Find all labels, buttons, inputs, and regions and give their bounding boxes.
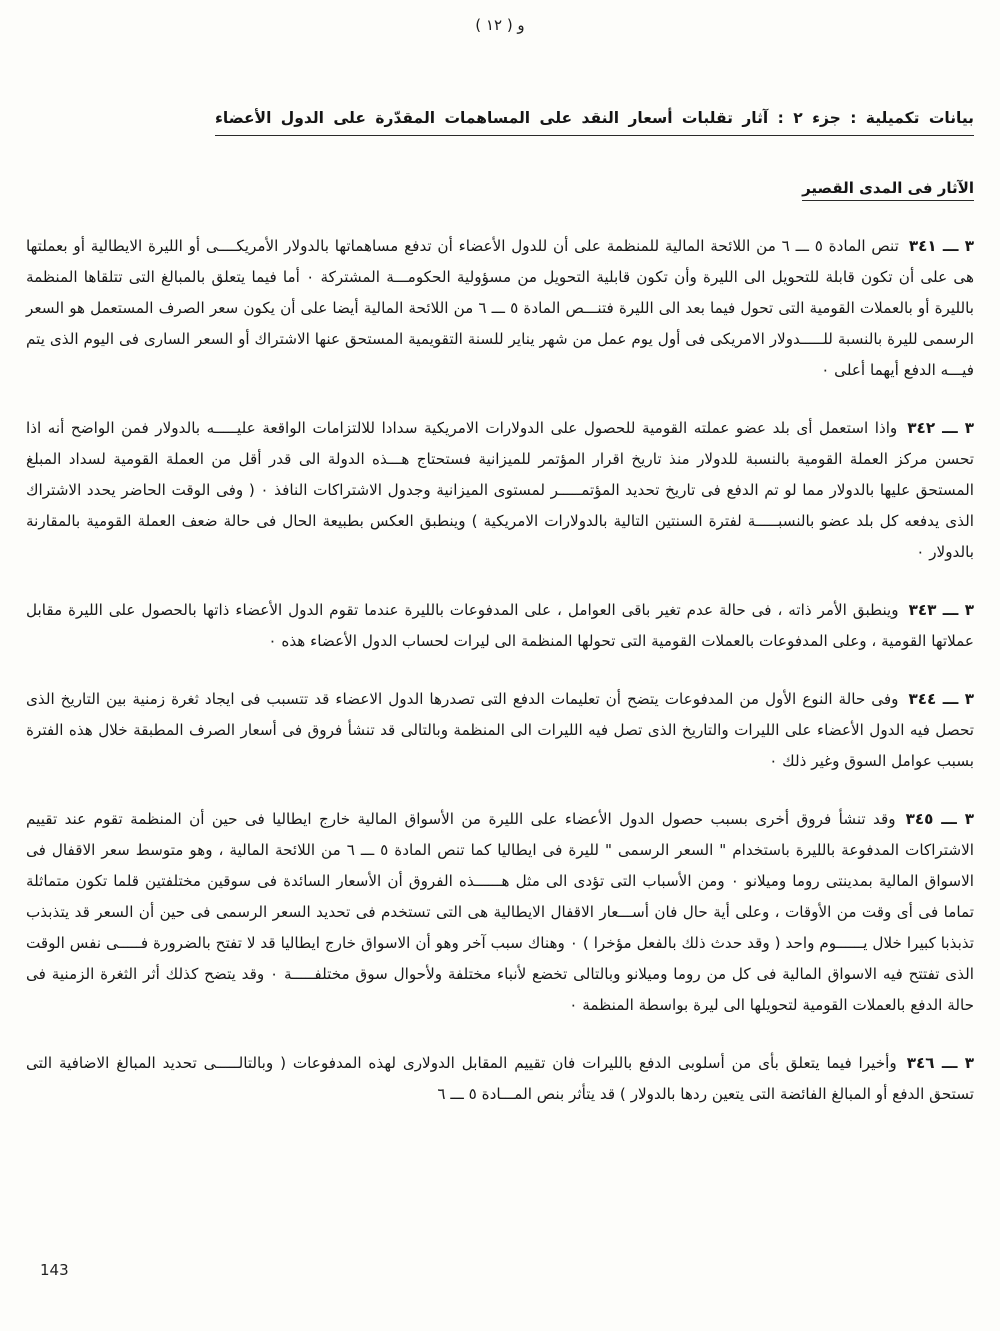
paragraph-341 (26, 231, 974, 386)
section-heading: الآثار فى المدى القصير (802, 179, 974, 201)
paragraph-346 (26, 1048, 974, 1110)
paragraph-344-number: ٣ ـــ ٣٤٤ (908, 689, 974, 708)
section-heading-row (26, 178, 974, 201)
page-marker: و ( ١٢ ) (475, 16, 525, 34)
paragraph-342-text: واذا استعمل أى بلد عضو عملته القومية للحصول على الدولارات الامريكية سدادا للالتزامات الواقعة عليـــــه بالدولار فمن الواضح أنه اذا تحسن مركز العملة القومية بالنسبة للدولار منذ تاريخ اقرار المؤتمر للميزانية فستحتاج هـــذه الدولة الى قدر أقل من العملة القومية لسداد المبلغ المستحق عليها بالدولار مما لو تم الدفع فى تاريخ تحديد المؤتمـــــر لمستوى الميزانية وجدول الاشتراكات النافذ ٠ ( وفى الوقت الحاضر يحدد الاشتراك الذى يدفعه كل بلد عضو بالنسبـــــة لفترة السنتين التالية بالدولارات الامريكية ) وينطبق العكس بطبيعة الحال فى حالة ضعف العملة القومية بالمقارنة بالدولار ٠ (26, 418, 974, 561)
paragraph-341-text: تنص المادة ٥ ـــ ٦ من اللائحة المالية للمنظمة على أن للدول الأعضاء أن تدفع مساهماتها بالدولار الأمريكــــى أو الليرة الايطالية أو بعملتها هى على أن تكون قابلة للتحويل الى الليرة وأن تكون قابلية التحويل من مسؤولية الحكومـــة المشتركة ٠ أما فيما يتعلق بالمبالغ التى تتلقاها المنظمة بالليرة أو بالعملات القومية التى تحول فيما بعد الى الليرة فتنـــص المادة ٥ ـــ ٦ من اللائحة المالية أيضا على أن يكون سعر الصرف المستعمل هو السعر الرسمى لليرة بالنسبة للـــــدولار الامريكى فى أول يوم عمل من شهر يناير للسنة التقويمية المستحق عنها الاشتراك أو السعر السارى فى اليوم الذى يتم فيـــه الدفع أيهما أعلى ٠ (26, 236, 974, 379)
document-title-row (26, 106, 974, 136)
paragraph-343-number: ٣ ـــ ٣٤٣ (908, 600, 974, 619)
paragraph-342-number: ٣ ـــ ٣٤٢ (907, 418, 974, 437)
paragraph-346-number: ٣ ـــ ٣٤٦ (906, 1053, 974, 1072)
document-title: بيانات تكميلية : جزء ٢ : آثار تقلبات أسعار النقد على المساهمات المقدّرة على الدول الأعضاء (215, 106, 974, 136)
paragraph-343-text: وينطبق الأمر ذاته ، فى حالة عدم تغير باقى العوامل ، على المدفوعات بالليرة عندما تقوم الدول الأعضاء ذاتها بالحصول على الليرة مقابل عملاتها القومية ، وعلى المدفوعات بالعملات القومية التى تحولها المنظمة الى ليرات لحساب الدول الأعضاء هذه ٠ (26, 600, 974, 650)
page-number: 143 (40, 1261, 69, 1279)
paragraph-341-number: ٣ ـــ ٣٤١ (908, 236, 974, 255)
paragraph-345-text: وقد تنشأ فروق أخرى بسبب حصول الدول الأعضاء على الليرة من الأسواق المالية خارج ايطاليا فى حين أن المنظمة تقوم عند تقييم الاشتراكات المدفوعة بالليرة باستخدام " السعر الرسمى " لليرة فى ايطاليا كما تنص المادة ٥ ـــ ٦ من اللائحة المالية ، وهو متوسط سعر الاقفال فى الاسواق المالية بمدينتى روما وميلانو ٠ ومن الأسباب التى تؤدى الى مثل هــــــذه الفروق أن الأسعار السائدة فى سوقين مختلفتين قلما تكون متماثلة تماما فى أى وقت من الأوقات ، وعلى أية حال فان أســـعار الاقفال الايطالية هى التى تستخدم فى تحديد السعر الرسمى فى حين أن السعر قد يتذبذب تذبذبا كبيرا خلال يــــــوم واحد ( وقد حدث ذلك بالفعل مؤخرا ) ٠ وهناك سبب آخر وهو أن الاسواق خارج ايطاليا قد لا تفتح بالضرورة فـــــى نفس الوقت الذى تفتتح فيه الاسواق المالية فى كل من روما وميلانو وبالتالى تخضع لأنباء مختلفة ولأحوال سوق مختلفـــــة ٠ وقد يتضح كذلك أثر الثغرة الزمنية فى حالة الدفع بالعملات القومية لتحويلها الى ليرة بواسطة المنظمة ٠ (26, 809, 975, 1014)
paragraph-344-text: وفى حالة النوع الأول من المدفوعات يتضح أن تعليمات الدفع التى تصدرها الدول الاعضاء قد تتسبب فى ايجاد ثغرة زمنية بين التاريخ الذى تحصل فيه الدول الأعضاء على الليرات والتاريخ الذى تصل فيه الليرات الى المنظمة وبالتالى قد تنشأ فروق فى أسعار الصرف المطبقة خلال هذه الفترة بسبب عوامل السوق وغير ذلك ٠ (26, 689, 974, 770)
paragraph-345 (26, 804, 974, 1021)
paragraph-343 (26, 595, 974, 657)
paragraph-345-number: ٣ ـــ ٣٤٥ (905, 809, 974, 828)
paragraph-344 (26, 684, 974, 777)
body-text (26, 231, 974, 1110)
paragraph-346-text: وأخيرا فيما يتعلق بأى من أسلوبى الدفع بالليرات فان تقييم المقابل الدولارى لهذه المدفوعات ( وبالتالـــــى تحديد المبالغ الاضافية التى تستحق الدفع أو المبالغ الفائضة التى يتعين ردها بالدولار ) قد يتأثر بنص المـــادة ٥ ـــ ٦ (26, 1053, 974, 1103)
paragraph-342 (26, 413, 974, 568)
